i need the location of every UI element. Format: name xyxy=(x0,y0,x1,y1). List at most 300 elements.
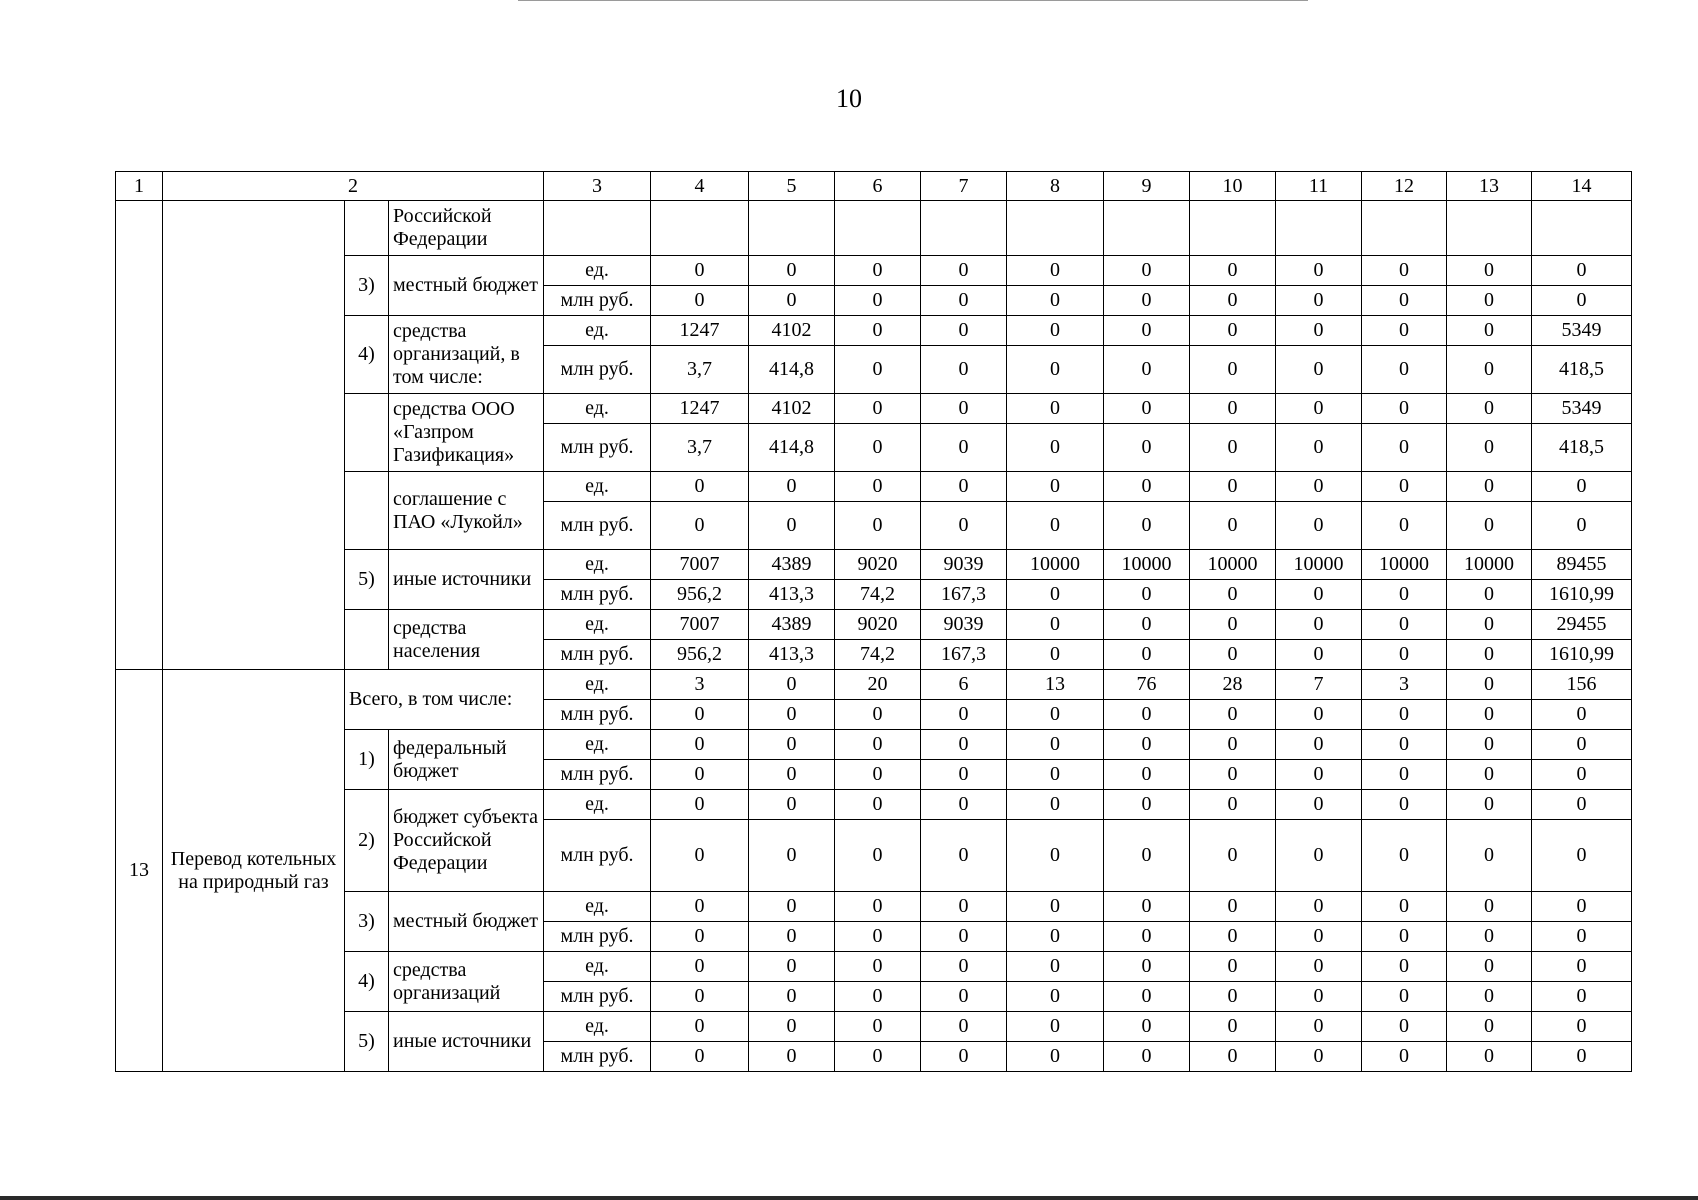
col-header: 4 xyxy=(651,172,749,201)
value-cell: 10000 xyxy=(1007,550,1104,580)
value-cell: 0 xyxy=(1532,502,1632,550)
value-cell: 0 xyxy=(1276,820,1362,892)
value-cell: 0 xyxy=(1104,286,1190,316)
value-cell: 0 xyxy=(1104,640,1190,670)
value-cell: 0 xyxy=(651,892,749,922)
value-cell: 1247 xyxy=(651,394,749,424)
col-header: 6 xyxy=(835,172,921,201)
value-cell: 0 xyxy=(1276,730,1362,760)
value-cell: 0 xyxy=(1190,580,1276,610)
value-cell: 0 xyxy=(1190,346,1276,394)
value-cell: 1610,99 xyxy=(1532,580,1632,610)
value-cell: 0 xyxy=(749,922,835,952)
col-header: 1 xyxy=(116,172,163,201)
value-cell: 0 xyxy=(749,982,835,1012)
value-cell: 0 xyxy=(835,502,921,550)
value-cell: 0 xyxy=(1362,502,1447,550)
group-number-cell xyxy=(345,394,389,472)
value-cell: 0 xyxy=(1007,952,1104,982)
value-cell: 0 xyxy=(1190,610,1276,640)
value-cell: 0 xyxy=(1007,982,1104,1012)
value-cell: 0 xyxy=(1447,286,1532,316)
value-cell: 0 xyxy=(1447,256,1532,286)
value-cell: 0 xyxy=(1190,502,1276,550)
value-cell: 7007 xyxy=(651,550,749,580)
value-cell: 0 xyxy=(1104,610,1190,640)
value-cell: 0 xyxy=(921,256,1007,286)
value-cell: 9039 xyxy=(921,550,1007,580)
unit-cell: ед. xyxy=(544,394,651,424)
value-cell: 0 xyxy=(1104,790,1190,820)
unit-cell: млн руб. xyxy=(544,760,651,790)
value-cell: 0 xyxy=(1362,610,1447,640)
source-label: иные источники xyxy=(389,550,544,610)
unit-cell: ед. xyxy=(544,1012,651,1042)
value-cell: 0 xyxy=(1007,610,1104,640)
unit-cell: млн руб. xyxy=(544,982,651,1012)
source-label: иные источники xyxy=(389,1012,544,1072)
value-cell: 0 xyxy=(1190,424,1276,472)
value-cell: 0 xyxy=(921,982,1007,1012)
value-cell: 418,5 xyxy=(1532,424,1632,472)
value-cell: 10000 xyxy=(1447,550,1532,580)
value-cell xyxy=(921,201,1007,256)
value-cell: 0 xyxy=(835,892,921,922)
value-cell: 0 xyxy=(921,1042,1007,1072)
value-cell: 414,8 xyxy=(749,346,835,394)
value-cell: 0 xyxy=(1276,1012,1362,1042)
value-cell xyxy=(1447,201,1532,256)
value-cell: 10000 xyxy=(1190,550,1276,580)
source-label: Российской Федерации xyxy=(389,201,544,256)
value-cell: 0 xyxy=(1276,640,1362,670)
value-cell: 0 xyxy=(1007,256,1104,286)
value-cell: 0 xyxy=(1447,700,1532,730)
value-cell: 7007 xyxy=(651,610,749,640)
value-cell: 0 xyxy=(651,922,749,952)
value-cell: 0 xyxy=(1276,760,1362,790)
value-cell: 0 xyxy=(1276,256,1362,286)
value-cell: 7 xyxy=(1276,670,1362,700)
value-cell: 74,2 xyxy=(835,640,921,670)
unit-cell: млн руб. xyxy=(544,424,651,472)
value-cell: 0 xyxy=(1276,316,1362,346)
value-cell: 0 xyxy=(1190,1042,1276,1072)
value-cell: 0 xyxy=(749,472,835,502)
scan-edge-bottom xyxy=(0,1196,1698,1200)
unit-cell: млн руб. xyxy=(544,820,651,892)
value-cell: 0 xyxy=(835,922,921,952)
value-cell: 0 xyxy=(1007,394,1104,424)
source-label: средства ООО «Газпром Газификация» xyxy=(389,394,544,472)
value-cell: 0 xyxy=(1447,1012,1532,1042)
value-cell: 0 xyxy=(1276,610,1362,640)
value-cell: 0 xyxy=(1276,286,1362,316)
value-cell: 1247 xyxy=(651,316,749,346)
value-cell: 0 xyxy=(651,982,749,1012)
value-cell: 0 xyxy=(1362,1012,1447,1042)
value-cell xyxy=(1104,201,1190,256)
value-cell: 0 xyxy=(1447,610,1532,640)
value-cell: 9020 xyxy=(835,610,921,640)
value-cell: 0 xyxy=(1447,580,1532,610)
value-cell: 0 xyxy=(1362,790,1447,820)
value-cell: 0 xyxy=(835,316,921,346)
value-cell: 0 xyxy=(1532,286,1632,316)
value-cell: 0 xyxy=(1104,1042,1190,1072)
value-cell: 0 xyxy=(651,760,749,790)
value-cell: 9020 xyxy=(835,550,921,580)
value-cell: 0 xyxy=(749,502,835,550)
value-cell: 0 xyxy=(1190,316,1276,346)
value-cell: 0 xyxy=(1532,982,1632,1012)
value-cell: 0 xyxy=(835,952,921,982)
value-cell xyxy=(1276,201,1362,256)
unit-cell: млн руб. xyxy=(544,286,651,316)
unit-cell: млн руб. xyxy=(544,502,651,550)
value-cell: 0 xyxy=(1276,982,1362,1012)
value-cell: 0 xyxy=(1104,820,1190,892)
value-cell: 10000 xyxy=(1276,550,1362,580)
group-number-cell: 5) xyxy=(345,1012,389,1072)
value-cell xyxy=(651,201,749,256)
value-cell: 89455 xyxy=(1532,550,1632,580)
source-label: бюджет субъекта Российской Федерации xyxy=(389,790,544,892)
value-cell: 0 xyxy=(1447,730,1532,760)
value-cell: 0 xyxy=(1007,892,1104,922)
value-cell: 3,7 xyxy=(651,346,749,394)
value-cell: 0 xyxy=(835,730,921,760)
funding-table xyxy=(115,171,1632,1072)
unit-cell: млн руб. xyxy=(544,346,651,394)
value-cell: 0 xyxy=(749,700,835,730)
value-cell: 0 xyxy=(1362,730,1447,760)
col-header: 2 xyxy=(163,172,544,201)
page-number: 10 xyxy=(836,84,862,113)
source-label: соглашение с ПАО «Лукойл» xyxy=(389,472,544,550)
value-cell: 0 xyxy=(1362,820,1447,892)
value-cell: 0 xyxy=(835,760,921,790)
value-cell: 0 xyxy=(1276,700,1362,730)
value-cell: 0 xyxy=(835,286,921,316)
value-cell: 0 xyxy=(749,760,835,790)
value-cell: 0 xyxy=(1447,922,1532,952)
value-cell: 0 xyxy=(1362,1042,1447,1072)
source-label: федеральный бюджет xyxy=(389,730,544,790)
value-cell: 0 xyxy=(1104,394,1190,424)
value-cell: 10000 xyxy=(1362,550,1447,580)
value-cell: 0 xyxy=(1362,472,1447,502)
value-cell: 0 xyxy=(1007,286,1104,316)
value-cell: 0 xyxy=(1447,790,1532,820)
value-cell: 0 xyxy=(835,424,921,472)
value-cell xyxy=(1532,201,1632,256)
col-header: 11 xyxy=(1276,172,1362,201)
value-cell: 0 xyxy=(1104,982,1190,1012)
value-cell: 414,8 xyxy=(749,424,835,472)
value-cell: 20 xyxy=(835,670,921,700)
value-cell: 5349 xyxy=(1532,394,1632,424)
value-cell: 0 xyxy=(1007,346,1104,394)
value-cell: 0 xyxy=(921,820,1007,892)
value-cell: 0 xyxy=(1276,892,1362,922)
value-cell: 0 xyxy=(1190,286,1276,316)
value-cell: 0 xyxy=(921,952,1007,982)
value-cell: 0 xyxy=(921,316,1007,346)
value-cell: 0 xyxy=(1276,790,1362,820)
value-cell: 156 xyxy=(1532,670,1632,700)
source-label: местный бюджет xyxy=(389,256,544,316)
table-row xyxy=(116,201,1632,256)
value-cell: 0 xyxy=(1190,922,1276,952)
value-cell: 0 xyxy=(1532,790,1632,820)
value-cell: 0 xyxy=(1190,892,1276,922)
value-cell: 0 xyxy=(835,1012,921,1042)
value-cell: 0 xyxy=(1190,1012,1276,1042)
value-cell: 3,7 xyxy=(651,424,749,472)
value-cell: 4102 xyxy=(749,394,835,424)
measure-title-cell xyxy=(163,201,345,670)
value-cell: 0 xyxy=(1190,394,1276,424)
value-cell: 0 xyxy=(1104,922,1190,952)
value-cell: 0 xyxy=(1447,640,1532,670)
value-cell: 0 xyxy=(1104,580,1190,610)
value-cell: 0 xyxy=(835,820,921,892)
total-label: Всего, в том числе: xyxy=(345,670,544,730)
unit-cell: ед. xyxy=(544,256,651,286)
value-cell: 0 xyxy=(1190,820,1276,892)
value-cell: 0 xyxy=(835,790,921,820)
value-cell: 4389 xyxy=(749,550,835,580)
value-cell: 0 xyxy=(651,820,749,892)
value-cell: 0 xyxy=(1190,790,1276,820)
value-cell: 0 xyxy=(1362,316,1447,346)
value-cell: 0 xyxy=(921,700,1007,730)
col-header: 10 xyxy=(1190,172,1276,201)
value-cell: 0 xyxy=(1447,760,1532,790)
measure-title-cell: Перевод котельных на природный газ xyxy=(163,670,345,1072)
value-cell: 10000 xyxy=(1104,550,1190,580)
value-cell: 0 xyxy=(1532,820,1632,892)
unit-cell: ед. xyxy=(544,316,651,346)
value-cell: 0 xyxy=(835,982,921,1012)
value-cell: 3 xyxy=(651,670,749,700)
source-label: средства организаций, в том числе: xyxy=(389,316,544,394)
value-cell: 0 xyxy=(1362,394,1447,424)
group-number-cell: 5) xyxy=(345,550,389,610)
value-cell: 0 xyxy=(1190,730,1276,760)
value-cell: 0 xyxy=(749,730,835,760)
value-cell: 0 xyxy=(1447,424,1532,472)
value-cell: 167,3 xyxy=(921,580,1007,610)
value-cell: 0 xyxy=(651,1012,749,1042)
value-cell: 0 xyxy=(1276,394,1362,424)
col-header: 12 xyxy=(1362,172,1447,201)
value-cell: 0 xyxy=(1190,700,1276,730)
col-header: 5 xyxy=(749,172,835,201)
unit-cell: млн руб. xyxy=(544,922,651,952)
value-cell: 0 xyxy=(1447,346,1532,394)
value-cell: 0 xyxy=(1362,424,1447,472)
value-cell: 0 xyxy=(1532,952,1632,982)
value-cell: 0 xyxy=(1104,952,1190,982)
unit-cell: млн руб. xyxy=(544,580,651,610)
unit-cell: ед. xyxy=(544,892,651,922)
group-number-cell: 3) xyxy=(345,256,389,316)
group-number-cell: 1) xyxy=(345,730,389,790)
value-cell: 76 xyxy=(1104,670,1190,700)
value-cell: 0 xyxy=(1007,1042,1104,1072)
value-cell: 0 xyxy=(921,790,1007,820)
value-cell: 0 xyxy=(1190,760,1276,790)
source-label: местный бюджет xyxy=(389,892,544,952)
unit-cell: ед. xyxy=(544,790,651,820)
value-cell: 0 xyxy=(749,820,835,892)
value-cell: 0 xyxy=(1104,256,1190,286)
value-cell: 0 xyxy=(749,670,835,700)
col-header: 7 xyxy=(921,172,1007,201)
value-cell: 0 xyxy=(1007,316,1104,346)
value-cell: 0 xyxy=(921,922,1007,952)
group-number-cell: 4) xyxy=(345,952,389,1012)
value-cell: 0 xyxy=(1190,472,1276,502)
value-cell: 0 xyxy=(1007,424,1104,472)
value-cell: 4389 xyxy=(749,610,835,640)
value-cell: 0 xyxy=(1104,346,1190,394)
group-number-cell: 4) xyxy=(345,316,389,394)
value-cell: 74,2 xyxy=(835,580,921,610)
value-cell: 0 xyxy=(1190,640,1276,670)
value-cell: 0 xyxy=(1447,394,1532,424)
value-cell: 0 xyxy=(651,790,749,820)
value-cell: 0 xyxy=(921,286,1007,316)
value-cell: 0 xyxy=(1007,700,1104,730)
value-cell xyxy=(749,201,835,256)
value-cell: 0 xyxy=(1007,820,1104,892)
value-cell: 0 xyxy=(1532,700,1632,730)
value-cell: 167,3 xyxy=(921,640,1007,670)
value-cell: 5349 xyxy=(1532,316,1632,346)
value-cell: 0 xyxy=(1190,982,1276,1012)
col-header: 13 xyxy=(1447,172,1532,201)
value-cell: 0 xyxy=(1104,892,1190,922)
value-cell: 0 xyxy=(1104,700,1190,730)
value-cell: 0 xyxy=(651,502,749,550)
scan-edge-top xyxy=(518,0,1308,1)
value-cell: 29455 xyxy=(1532,610,1632,640)
unit-cell xyxy=(544,201,651,256)
value-cell: 413,3 xyxy=(749,580,835,610)
value-cell: 0 xyxy=(749,256,835,286)
value-cell: 0 xyxy=(651,256,749,286)
value-cell: 0 xyxy=(1276,1042,1362,1072)
value-cell: 0 xyxy=(1104,1012,1190,1042)
value-cell: 0 xyxy=(1532,760,1632,790)
value-cell: 4102 xyxy=(749,316,835,346)
value-cell xyxy=(1007,201,1104,256)
value-cell: 0 xyxy=(1447,952,1532,982)
value-cell: 6 xyxy=(921,670,1007,700)
value-cell: 0 xyxy=(835,700,921,730)
value-cell: 3 xyxy=(1362,670,1447,700)
value-cell: 0 xyxy=(1276,346,1362,394)
value-cell: 0 xyxy=(835,394,921,424)
value-cell: 13 xyxy=(1007,670,1104,700)
value-cell: 0 xyxy=(1362,580,1447,610)
group-number-cell xyxy=(345,201,389,256)
value-cell: 0 xyxy=(1362,256,1447,286)
unit-cell: ед. xyxy=(544,730,651,760)
unit-cell: ед. xyxy=(544,472,651,502)
value-cell: 0 xyxy=(921,394,1007,424)
value-cell: 0 xyxy=(1362,952,1447,982)
value-cell: 413,3 xyxy=(749,640,835,670)
value-cell: 0 xyxy=(1190,952,1276,982)
value-cell: 0 xyxy=(1532,922,1632,952)
value-cell: 0 xyxy=(1362,700,1447,730)
value-cell: 0 xyxy=(1362,640,1447,670)
value-cell xyxy=(1362,201,1447,256)
unit-cell: ед. xyxy=(544,610,651,640)
value-cell: 0 xyxy=(749,1012,835,1042)
value-cell: 0 xyxy=(1532,472,1632,502)
value-cell: 0 xyxy=(1007,502,1104,550)
value-cell: 0 xyxy=(1447,820,1532,892)
unit-cell: млн руб. xyxy=(544,1042,651,1072)
value-cell: 0 xyxy=(1447,670,1532,700)
value-cell: 0 xyxy=(1276,922,1362,952)
group-number-cell xyxy=(345,610,389,670)
col-header: 9 xyxy=(1104,172,1190,201)
value-cell: 0 xyxy=(1276,472,1362,502)
value-cell: 0 xyxy=(1532,1042,1632,1072)
group-number-cell: 3) xyxy=(345,892,389,952)
value-cell: 0 xyxy=(1104,424,1190,472)
value-cell: 0 xyxy=(921,892,1007,922)
value-cell: 0 xyxy=(749,952,835,982)
value-cell: 0 xyxy=(1276,952,1362,982)
value-cell: 0 xyxy=(651,700,749,730)
value-cell: 0 xyxy=(749,790,835,820)
value-cell: 0 xyxy=(921,760,1007,790)
value-cell: 0 xyxy=(1447,502,1532,550)
value-cell: 28 xyxy=(1190,670,1276,700)
unit-cell: ед. xyxy=(544,670,651,700)
col-header: 14 xyxy=(1532,172,1632,201)
value-cell: 0 xyxy=(1007,640,1104,670)
value-cell: 0 xyxy=(835,472,921,502)
value-cell: 0 xyxy=(921,424,1007,472)
value-cell: 0 xyxy=(1447,1042,1532,1072)
value-cell: 0 xyxy=(1362,982,1447,1012)
value-cell: 0 xyxy=(1104,760,1190,790)
col-header: 3 xyxy=(544,172,651,201)
group-number-cell xyxy=(345,472,389,550)
value-cell xyxy=(835,201,921,256)
value-cell: 0 xyxy=(1362,760,1447,790)
value-cell: 0 xyxy=(1532,256,1632,286)
header-row xyxy=(116,172,1632,201)
row-number-cell xyxy=(116,201,163,670)
value-cell: 0 xyxy=(1532,892,1632,922)
value-cell: 0 xyxy=(835,346,921,394)
value-cell: 0 xyxy=(1007,580,1104,610)
value-cell: 0 xyxy=(749,1042,835,1072)
value-cell: 0 xyxy=(651,1042,749,1072)
col-header: 8 xyxy=(1007,172,1104,201)
value-cell: 0 xyxy=(1104,472,1190,502)
value-cell: 0 xyxy=(749,286,835,316)
